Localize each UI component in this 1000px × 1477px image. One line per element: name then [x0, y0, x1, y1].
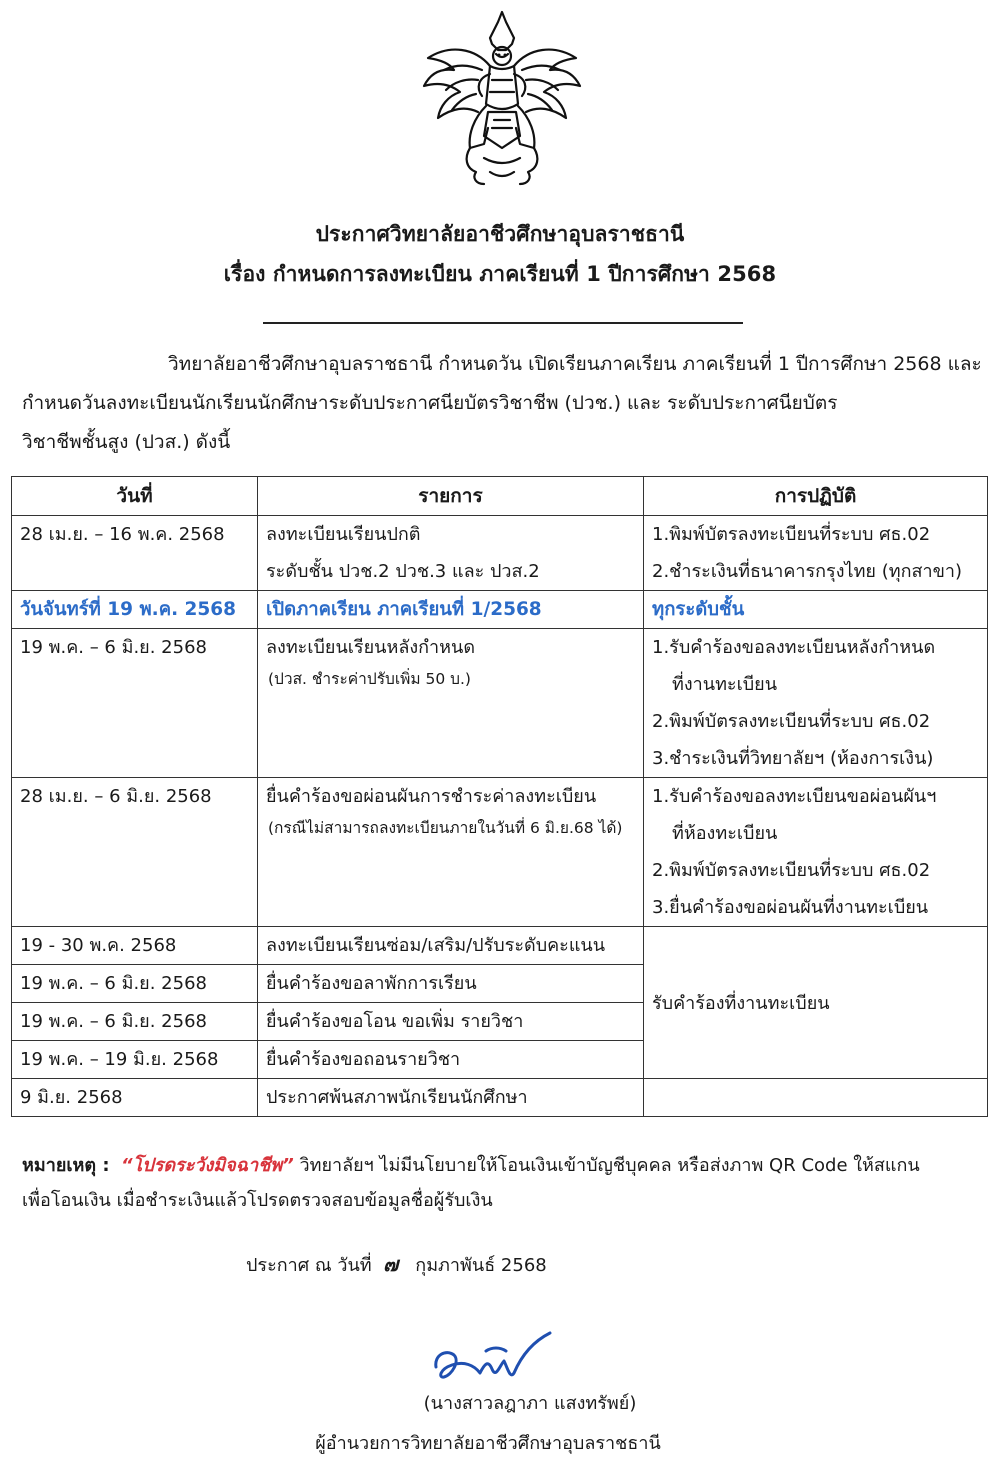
title-divider — [263, 322, 743, 324]
fraud-warning: “โปรดระวังมิจฉาชีพ” — [121, 1155, 294, 1176]
intro-line-3: วิชาชีพชั้นสูง (ปวส.) ดังนี้ — [22, 431, 231, 453]
table-row-highlight — [12, 591, 988, 629]
row-date: 19 พ.ค. – 19 มิ.ย. 2568 — [12, 1041, 258, 1079]
row-date: 28 เม.ย. – 16 พ.ค. 2568 — [12, 516, 258, 591]
remark-label: หมายเหตุ : — [22, 1155, 110, 1176]
garuda-emblem — [420, 8, 585, 193]
row-item: ลงทะเบียนเรียนปกติ ระดับชั้น ปวช.2 ปวช.3 และ ปวส.2 — [258, 516, 644, 591]
announcement-subject: เรื่อง กำหนดการลงทะเบียน ภาคเรียนที่ 1 ปีการศึกษา 2568 — [223, 262, 777, 286]
signer-position: ผู้อำนวยการวิทยาลัยอาชีวศึกษาอุบลราชธานี — [315, 1433, 661, 1454]
row-item-note: (กรณีไม่สามารถลงทะเบียนภายในวันที่ 6 มิ.ย.68 ได้) — [268, 819, 623, 837]
merged-action-cell: รับคำร้องที่งานทะเบียน — [644, 927, 988, 1079]
table-row — [12, 927, 988, 965]
intro-line-2: กำหนดวันลงทะเบียนนักเรียนนักศึกษาระดับประกาศนียบัตรวิชาชีพ (ปวช.) และ ระดับประกาศนียบัตร — [22, 392, 838, 414]
remark-text: วิทยาลัยฯ ไม่มีนโยบายให้โอนเงินเข้าบัญชีบุคคล หรือส่งภาพ QR Code ให้สแกน — [293, 1155, 920, 1176]
row-date: วันจันทร์ที่ 19 พ.ค. 2568 — [12, 591, 258, 629]
row-item: ลงทะเบียนเรียนซ่อม/เสริม/ปรับระดับคะแนน — [258, 927, 644, 965]
row-date: 19 พ.ค. – 6 มิ.ย. 2568 — [12, 965, 258, 1003]
announcement-title: ประกาศวิทยาลัยอาชีวศึกษาอุบลราชธานี — [315, 222, 685, 246]
signer-name: (นางสาวลฎาภา แสงทรัพย์) — [423, 1393, 637, 1414]
table-header-row — [12, 477, 988, 516]
row-item: ยื่นคำร้องขอถอนรายวิชา — [258, 1041, 644, 1079]
director-signature — [430, 1325, 555, 1385]
row-action: 1.รับคำร้องขอลงทะเบียนหลังกำหนด ที่งานทะเบียน 2.พิมพ์บัตรลงทะเบียนที่ระบบ ศธ.02 3.ชำระเงินที่วิทยาลัยฯ (ห้องการเงิน) — [644, 629, 988, 778]
row-item: ประกาศพ้นสภาพนักเรียนนักศึกษา — [258, 1079, 644, 1117]
row-item-note: (ปวส. ชำระค่าปรับเพิ่ม 50 บ.) — [268, 670, 471, 688]
row-date: 19 พ.ค. – 6 มิ.ย. 2568 — [12, 1003, 258, 1041]
row-action: 1.พิมพ์บัตรลงทะเบียนที่ระบบ ศธ.02 2.ชำระเงินที่ธนาคารกรุงไทย (ทุกสาขา) — [644, 516, 988, 591]
remark-line-2: เพื่อโอนเงิน เมื่อชำระเงินแล้วโปรดตรวจสอบข้อมูลชื่อผู้รับเงิน — [22, 1190, 493, 1211]
header-item: รายการ — [258, 477, 644, 516]
row-date: 9 มิ.ย. 2568 — [12, 1079, 258, 1117]
row-date: 19 พ.ค. – 6 มิ.ย. 2568 — [12, 629, 258, 778]
row-action: ทุกระดับชั้น — [644, 591, 988, 629]
table-row — [12, 1079, 988, 1117]
row-action-empty — [644, 1079, 988, 1117]
header-action: การปฏิบัติ — [644, 477, 988, 516]
remark-line-1 — [22, 1150, 982, 1179]
row-item: ยื่นคำร้องขอผ่อนผันการชำระค่าลงทะเบียน (กรณีไม่สามารถลงทะเบียนภายในวันที่ 6 มิ.ย.68 ได้) — [258, 778, 644, 927]
row-date: 19 - 30 พ.ค. 2568 — [12, 927, 258, 965]
announcement-date: ประกาศ ณ วันที่ ๗ กุมภาพันธ์ 2568 — [246, 1252, 547, 1276]
table-row — [12, 516, 988, 591]
table-row — [12, 778, 988, 927]
registration-schedule-table — [11, 476, 988, 1117]
row-item: เปิดภาคเรียน ภาคเรียนที่ 1/2568 — [258, 591, 644, 629]
intro-line-1: วิทยาลัยอาชีวศึกษาอุบลราชธานี กำหนดวัน เปิดเรียนภาคเรียน ภาคเรียนที่ 1 ปีการศึกษา 2568 และ — [168, 353, 982, 375]
row-item: ลงทะเบียนเรียนหลังกำหนด (ปวส. ชำระค่าปรับเพิ่ม 50 บ.) — [258, 629, 644, 778]
row-item: ยื่นคำร้องขอลาพักการเรียน — [258, 965, 644, 1003]
date-month-year: กุมภาพันธ์ 2568 — [415, 1255, 547, 1276]
date-day: ๗ — [383, 1252, 399, 1276]
table-row — [12, 629, 988, 778]
row-item: ยื่นคำร้องขอโอน ขอเพิ่ม รายวิชา — [258, 1003, 644, 1041]
header-date: วันที่ — [12, 477, 258, 516]
row-action: 1.รับคำร้องขอลงทะเบียนขอผ่อนผันฯ ที่ห้องทะเบียน 2.พิมพ์บัตรลงทะเบียนที่ระบบ ศธ.02 3.ยื่นคำร้องขอผ่อนผันที่งานทะเบียน — [644, 778, 988, 927]
row-date: 28 เม.ย. – 6 มิ.ย. 2568 — [12, 778, 258, 927]
